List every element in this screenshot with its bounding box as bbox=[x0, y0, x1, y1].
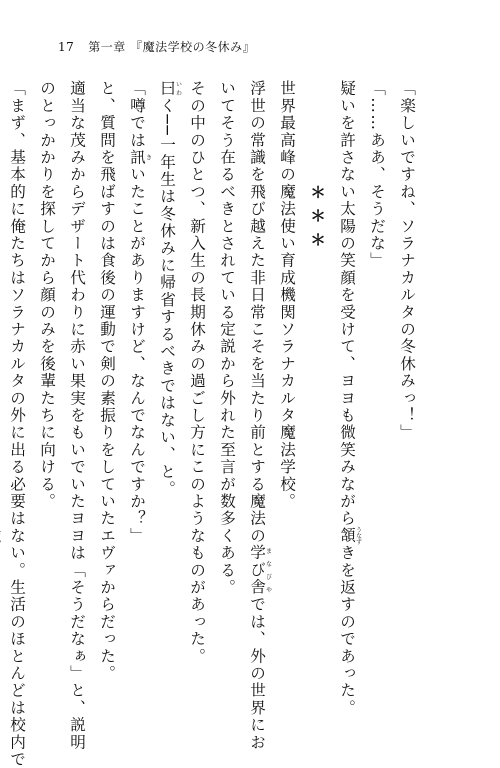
vertical-body-text bbox=[0, 80, 422, 768]
text-line: 「まず、基本的に俺たちはソラナカルタの外に出る必要はない。生活のほとんどは校内で bbox=[8, 80, 26, 768]
text-line: その中のひとつ、新入生の長期休みの過ごし方にこのようなものがあった。 bbox=[188, 80, 206, 665]
text-line: 適当な茂みからデザート代わりに赤い果実をもいでいたヨヨは「そうだなぁ」と、説明 bbox=[68, 80, 86, 751]
text-line: 世界最高峰の魔法使い育成機関ソラナカルタ魔法学校。 bbox=[278, 80, 296, 510]
text-line: 曰いわく──一年生は冬休みに帰省するべきではない、と。 bbox=[158, 80, 182, 498]
text-line: 浮世の常識を飛び越えた非日常こそを当たり前とする魔法の学び舎まなびやでは、外の世界にお bbox=[248, 80, 272, 751]
text-line bbox=[0, 80, 2, 650]
section-break: ＊＊＊ bbox=[308, 184, 327, 255]
text-line: 「楽しいですね、ソラナカルタの冬休みっ！」 bbox=[398, 80, 416, 442]
chapter-label: 第一章 bbox=[88, 40, 126, 54]
page-number: 17 bbox=[58, 40, 75, 54]
text-line: と、質問を飛ばすのは食後の運動で剣の素振りをしていたエヴァからだった。 bbox=[98, 80, 116, 682]
chapter-title: 『魔法学校の冬休み』 bbox=[130, 40, 256, 54]
text-line: 「噂では訊きいたことがありますけど、なんでなんですか？」 bbox=[128, 80, 152, 545]
text-line: 疑いを許さない太陽の笑顔を受けて、ヨヨも微笑みながら頷うなずきを返すのであった。 bbox=[338, 80, 362, 717]
text-line: いてそう在るべきとされている定説から外れた至言が数多くある。 bbox=[218, 80, 236, 596]
running-header bbox=[58, 38, 255, 55]
text-line: のとっかかりを探してから顔のみを後輩たちに向ける。 bbox=[38, 80, 56, 510]
text-line: 「……ああ、そうだな」 bbox=[368, 80, 386, 270]
